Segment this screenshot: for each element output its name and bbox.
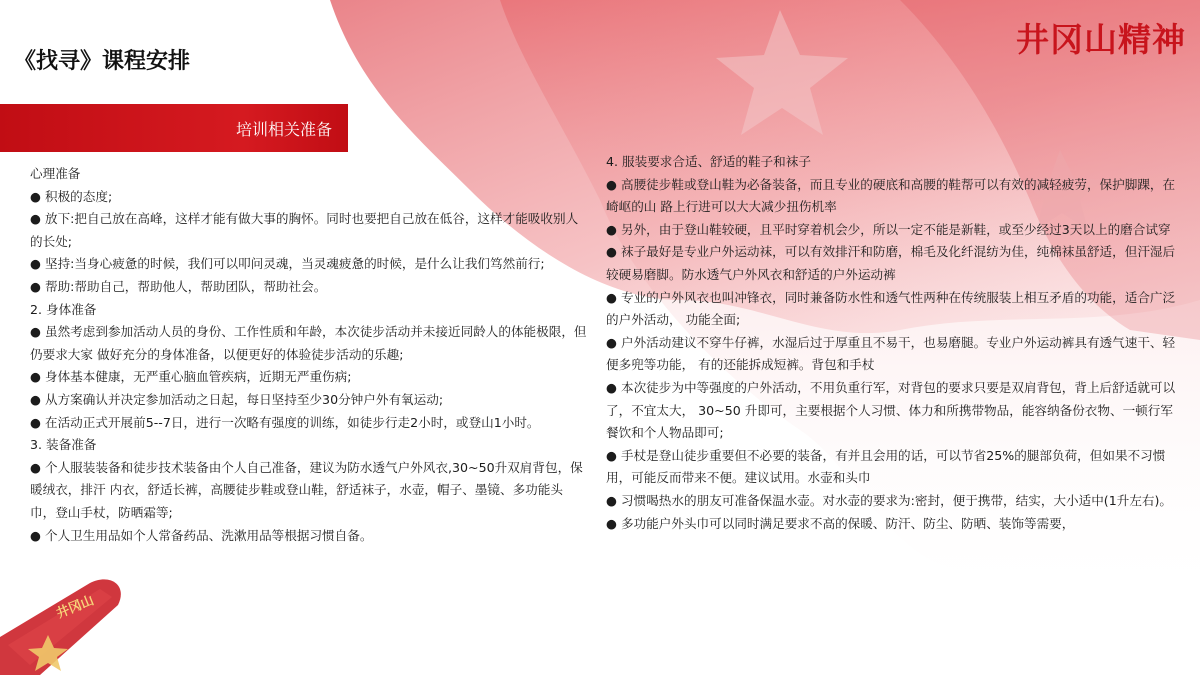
content-line: ● 从方案确认并决定参加活动之日起，每日坚持至少30分钟户外有氧运动; — [30, 391, 444, 407]
content-line: ● 高腰徒步鞋或登山鞋为必备装备，而且专业的硬底和高腰的鞋帮可以有效的减轻疲劳，保护脚踝，在崎岖的山 路上行进可以大大减少扭伤机率 — [606, 176, 1176, 215]
section-banner — [0, 104, 348, 152]
content-line: ● 个人卫生用品如个人常备药品、洗漱用品等根据习惯自备。 — [30, 527, 373, 543]
content-line: ● 另外，由于登山鞋较硬，且平时穿着机会少，所以一定不能是新鞋，或至少经过3天以上的磨合试穿 — [606, 221, 1171, 237]
content-line: ● 在活动正式开展前5--7日，进行一次略有强度的训练，如徒步行走2小时，或登山1小时。 — [30, 414, 540, 430]
right-content-column — [606, 151, 1176, 535]
ribbon-star-decoration — [0, 575, 150, 675]
content-line: ● 虽然考虑到参加活动人员的身份、工作性质和年龄，本次徒步活动并未接近同龄人的体能极限，但仍要求大家 做好充分的身体准备，以便更好的体验徒步活动的乐趣; — [30, 324, 587, 362]
content-line: ● 袜子最好是专业户外运动袜，可以有效排汗和防磨，棉毛及化纤混纺为佳，纯棉袜虽舒适，但汗湿后较硬易磨脚。防水透气户外风衣和舒适的户外运动裤 — [606, 244, 1176, 282]
content-line: ● 身体基本健康，无严重心脑血管疾病，近期无严重伤病; — [30, 369, 352, 385]
content-line: ● 多功能户外头巾可以同时满足要求不高的保暖、防汗、防尘、防晒、装饰等需要， — [606, 515, 1075, 531]
left-content-column — [30, 163, 588, 547]
content-line: ● 放下:把自己放在高峰，这样才能有做大事的胸怀。同时也要把自己放在低谷，这样才能吸收别人的长处; — [30, 211, 579, 249]
page-title: 《找寻》课程安排 — [14, 49, 191, 74]
ribbon-text: 井冈山 — [54, 593, 97, 622]
content-line: ● 户外活动建议不穿牛仔裤，水湿后过于厚重且不易干，也易磨腿。专业户外运动裤具有透气速干、轻便多兜等功能， 有的还能拆成短裤。背包和手杖 — [606, 334, 1176, 373]
brand-title: 井冈山精神 — [1016, 20, 1186, 59]
section-label: 培训相关准备 — [235, 120, 332, 139]
content-line: 4. 服装要求合适、舒适的鞋子和袜子 — [606, 154, 811, 169]
content-line: 3. 装备准备 — [30, 437, 97, 453]
content-line: ● 坚持:当身心疲惫的时候，我们可以叩问灵魂，当灵魂疲惫的时候，是什么让我们笃然前行; — [30, 256, 545, 272]
content-line: ● 帮助:帮助自己，帮助他人，帮助团队，帮助社会。 — [30, 278, 327, 294]
content-line: ● 习惯喝热水的朋友可准备保温水壶。对水壶的要求为:密封，便于携带，结实，大小适中(1升左右)。 — [606, 492, 1173, 508]
content-line: ● 手杖是登山徒步重要但不必要的装备，有并且会用的话，可以节省25%的腿部负荷，但如果不习惯用，可能反而带来不便。建议试用。水壶和头巾 — [606, 447, 1166, 486]
content-line: 心理准备 — [30, 166, 81, 181]
content-line: ● 积极的态度; — [30, 188, 113, 204]
content-line: ● 个人服装装备和徒步技术装备由个人自己准备，建议为防水透气户外风衣,30~50升双肩背包，保暖绒衣，排汗 内衣，舒适长裤，高腰徒步鞋或登山鞋，舒适袜子，水壶，帽子、墨镜、多功能头巾，登山手杖，防晒霜等; — [30, 459, 583, 520]
content-line: 2. 身体准备 — [30, 301, 97, 317]
content-line: ● 本次徒步为中等强度的户外活动，不用负重行军，对背包的要求只要是双肩背包，背上后舒适就可以了，不宜太大， 30~50 升即可，主要根据个人习惯、体力和所携带物品，能容纳备份衣物、一顿行军餐饮和个人物品即可; — [606, 379, 1176, 441]
content-line: ● 专业的户外风衣也叫冲锋衣，同时兼备防水性和透气性两种在传统服装上相互矛盾的功能，适合广泛的户外活动， 功能全面; — [606, 289, 1176, 328]
